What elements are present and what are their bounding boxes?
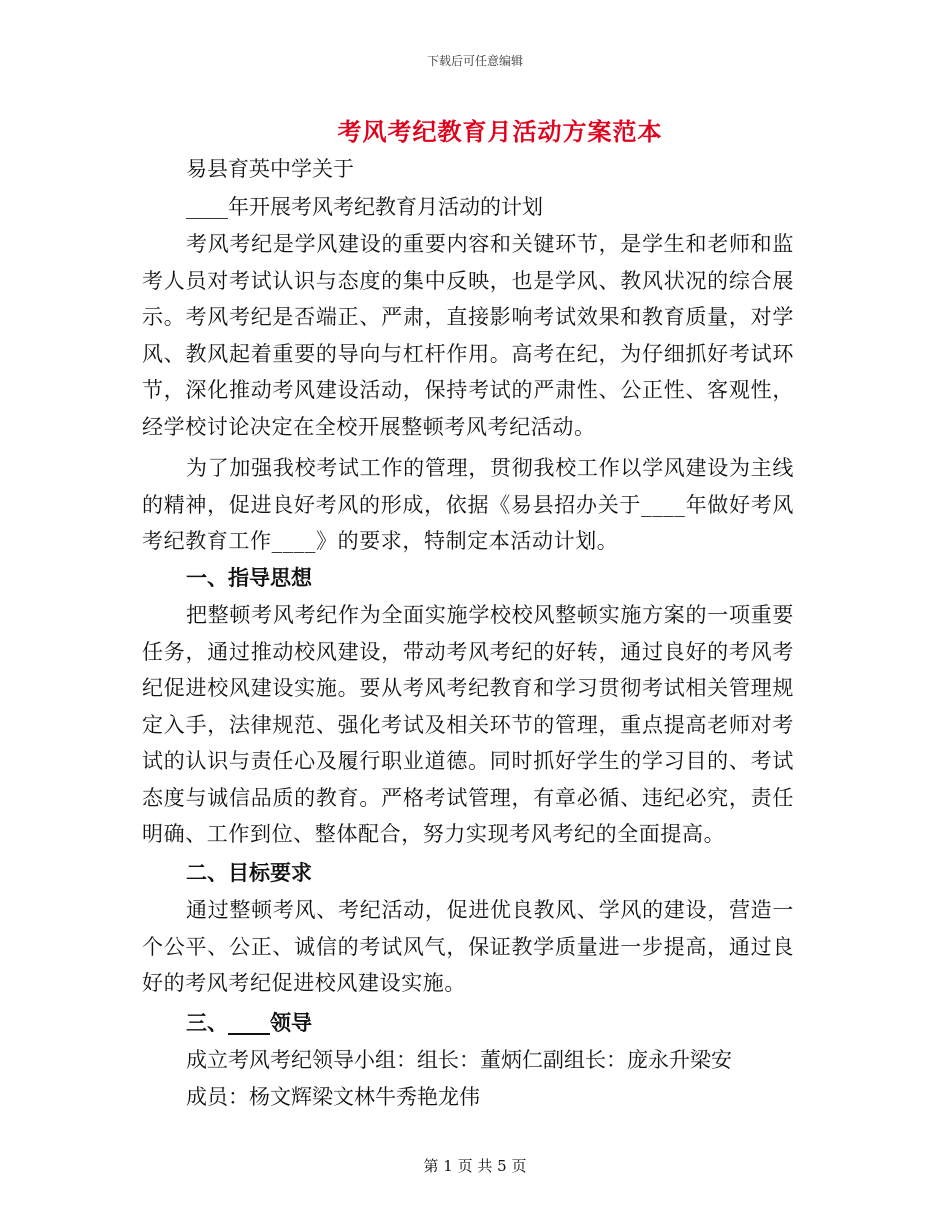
paragraph-2: 为了加强我校考试工作的管理，贯彻我校工作以学风建设为主线的精神，促进良好考风的形成，依据《易县招办关于____年做好考风考纪教育工作____》的要求，特制定本活动计划。 <box>142 456 794 553</box>
paragraph-1: 考风考纪是学风建设的重要内容和关键环节，是学生和老师和监考人员对考试认识与态度的集中反映，也是学风、教风状况的综合展示。考风考纪是否端正、严肃，直接影响考试效果和教育质量，对学风、教风起着重要的导向与杠杆作用。高考在纪，为仔细抓好考试环节，深化推动考风建设活动，保持考试的严肃性、公正性、客观性，经学校讨论决定在全校开展整顿考风考纪活动。 <box>142 232 794 439</box>
section-3-line-2: 成员：杨文辉梁文林牛秀艳龙伟 <box>186 1085 480 1109</box>
section-3-line-1: 成立考风考纪领导小组：组长：董炳仁副组长：庞永升梁安 <box>186 1048 732 1072</box>
header-note: 下载后可任意编辑 <box>426 54 523 68</box>
document-title: 考风考纪教育月活动方案范本 <box>337 117 663 146</box>
section-1-heading: 一、指导思想 <box>186 566 312 590</box>
section-2-heading: 二、目标要求 <box>186 861 312 885</box>
section-3-heading: 三、____领导 <box>186 1011 312 1035</box>
section-2-text: 通过整顿考风、考纪活动，促进优良教风、学风的建设，营造一个公平、公正、诚信的考试风气，保证教学质量进一步提高，通过良好的考风考纪促进校风建设实施。 <box>142 898 794 995</box>
intro-line-2: ____年开展考风考纪教育月活动的计划 <box>186 195 543 219</box>
section-1-text: 把整顿考风考纪作为全面实施学校校风整顿实施方案的一项重要任务，通过推动校风建设，带动考风考纪的好转，通过良好的考风考纪促进校风建设实施。要从考风考纪教育和学习贯彻考试相关管理规定入手，法律规范、强化考试及相关环节的管理，重点提高老师对考试的认识与责任心及履行职业道德。同时抓好学生的学习目的、考试态度与诚信品质的教育。严格考试管理，有章必循、违纪必究，责任明确、工作到位、整体配合，努力实现考风考纪的全面提高。 <box>142 603 794 846</box>
page-number: 第 1 页 共 5 页 <box>423 1157 527 1175</box>
intro-line-1: 易县育英中学关于 <box>186 157 354 181</box>
